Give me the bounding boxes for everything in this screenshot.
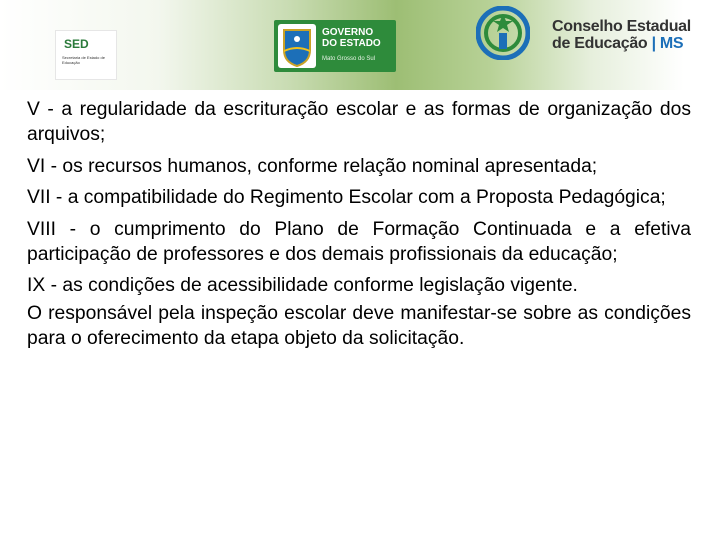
item-ix: IX - as condições de acessibilidade conforme legislação vigente. (27, 275, 578, 297)
governo-title (322, 27, 381, 49)
governo-state: Mato Grosso do Sul (322, 56, 376, 62)
governo-line1: GOVERNO (322, 27, 374, 38)
sed-logo-subtitle: Secretaria de Estado de Educação (62, 55, 105, 65)
item-viii: VIII - o cumprimento do Plano de Formação Continuada e a efetiva participação de professores e dos demais profissionais da educação; (27, 218, 691, 266)
item-vi: VI - os recursos humanos, conforme relação nominal apresentada; (27, 155, 598, 177)
closing-paragraph: O responsável pela inspeção escolar deve manifestar-se sobre as condições para o oferecimento da etapa objeto da solicitação. (27, 302, 691, 350)
conselho-emblem-icon (476, 6, 530, 60)
conselho-title (552, 18, 691, 52)
governo-logo (274, 20, 396, 72)
conselho-line2: de Educação (552, 35, 648, 52)
state-crest-icon (278, 24, 316, 68)
item-vii: VII - a compatibilidade do Regimento Escolar com a Proposta Pedagógica; (27, 187, 666, 209)
governo-line2: DO ESTADO (322, 38, 381, 49)
conselho-line2-wrap (552, 35, 691, 52)
conselho-line1: Conselho Estadual (552, 18, 691, 35)
sed-logo (55, 30, 117, 80)
item-v: V - a regularidade da escrituração escolar e as formas de organização dos arquivos; (27, 99, 691, 146)
document-body (27, 97, 691, 358)
conselho-suffix: | MS (651, 35, 684, 52)
header-banner (0, 0, 720, 90)
sed-logo-title: SED (64, 37, 89, 51)
